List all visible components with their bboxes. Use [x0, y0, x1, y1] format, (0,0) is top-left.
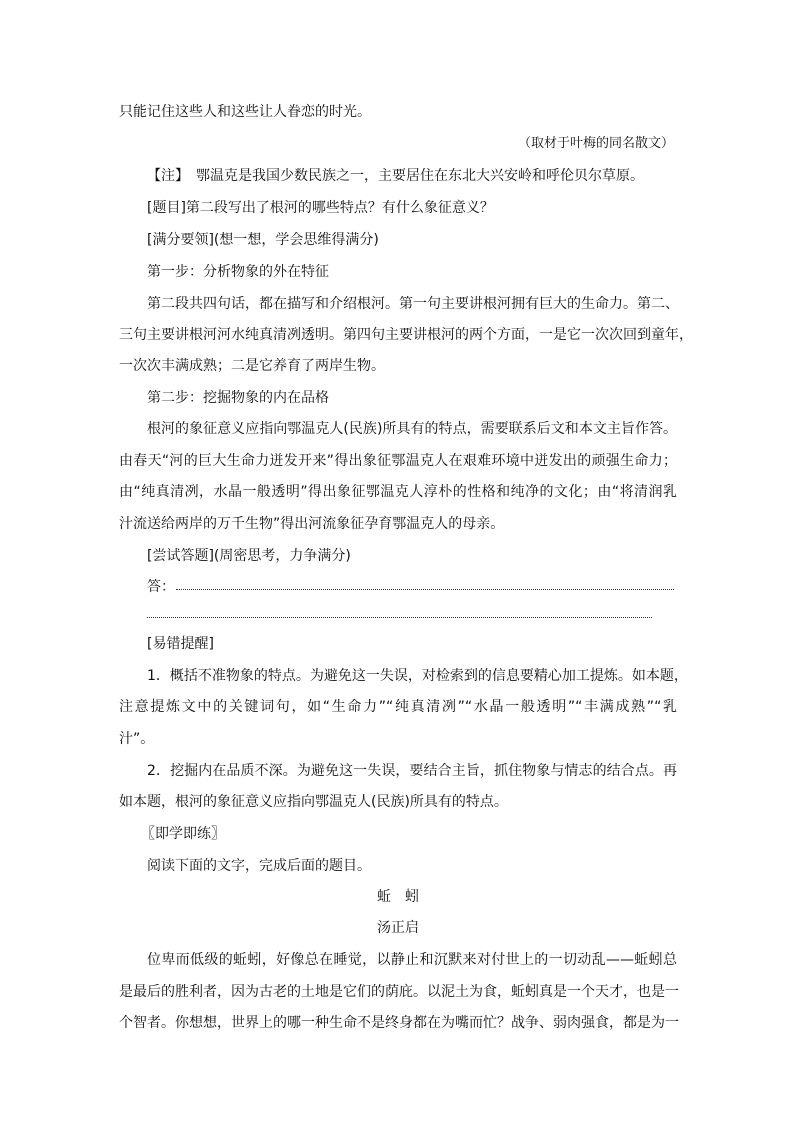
text-line: 三句主要讲根河河水纯真清冽透明。第四句主要讲根河的两个方面，一是它一次次回到童年， — [119, 327, 693, 343]
article-author: 汤正启 — [377, 920, 419, 936]
step-one-heading: 第一步：分析物象的外在特征 — [147, 264, 329, 280]
section-heading-answer: [尝试答题](周密思考，力争满分) — [147, 548, 351, 564]
text-line: 第二段共四句话，都在描写和介绍根河。第一句主要讲根河拥有巨大的生命力。第二、 — [147, 296, 679, 312]
text-line: 由“纯真清冽，水晶一般透明”得出象征鄂温克人淳朴的性格和纯净的文化；由“将清润乳 — [119, 484, 677, 500]
text-line: 位卑而低级的蚯蚓，好像总在睡觉，以静止和沉默来对付世上的一切动乱——蚯蚓总 — [147, 952, 677, 968]
text-line: 汁”。 — [119, 731, 155, 747]
text-line: 1．概括不准物象的特点。为避免这一失误，对检索到的信息要精心加工提炼。如本题， — [147, 668, 688, 684]
footnote: 【注】 鄂温克是我国少数民族之一，主要居住在东北大兴安岭和呼伦贝尔草原。 — [147, 168, 644, 184]
text-line: 根河的象征意义应指向鄂温克人(民族)所具有的特点，需要联系后文和本文主旨作答。 — [147, 421, 677, 437]
answer-line[interactable] — [147, 617, 652, 618]
text-line: 个智者。你想想，世界上的哪一种生命不是终身都在为嘴而忙？战争、弱肉强食，都是为一 — [119, 1015, 679, 1031]
text-line: 如本题，根河的象征意义应指向鄂温克人(民族)所具有的特点。 — [119, 794, 508, 810]
article-title: 蚯 蚓 — [377, 889, 419, 905]
source-note: （取材于叶梅的同名散文） — [517, 136, 674, 151]
instruction: 阅读下面的文字，完成后面的题目。 — [147, 858, 371, 874]
section-heading-warning: [易错提醒] — [147, 636, 214, 652]
question-heading: [题目]第二段写出了根河的哪些特点？有什么象征意义？ — [147, 200, 494, 216]
section-heading-practice: 〖即学即练〗 — [141, 826, 225, 842]
text-line: 一次次丰满成熟；二是它养育了两岸生物。 — [119, 358, 385, 374]
text-line: 由春天“河的巨大生命力迸发开来”得出象征鄂温克人在艰难环境中迸发出的顽强生命力； — [119, 453, 677, 469]
text-line: 汁流送给两岸的万千生物”得出河流象征孕育鄂温克人的母亲。 — [119, 516, 505, 532]
section-heading-tips: [满分要领](想一想，学会思维得满分) — [147, 232, 379, 248]
text-line: 2．挖掘内在品质不深。为避免这一失误，要结合主旨，抓住物象与情志的结合点。再 — [147, 763, 677, 779]
answer-line[interactable] — [176, 589, 674, 590]
text-line: 注意提炼文中的关键词句，如“生命力”“纯真清冽”“水晶一般透明”“丰满成熟”“乳 — [119, 699, 677, 715]
text-line: 是最后的胜利者，因为古老的土地是它们的荫庇。以泥土为食，蚯蚓真是一个天才，也是一 — [119, 984, 679, 1000]
step-two-heading: 第二步：挖掘物象的内在品格 — [147, 390, 329, 406]
text-line: 只能记住这些人和这些让人眷恋的时光。 — [119, 104, 371, 120]
answer-label: 答： — [147, 579, 175, 595]
